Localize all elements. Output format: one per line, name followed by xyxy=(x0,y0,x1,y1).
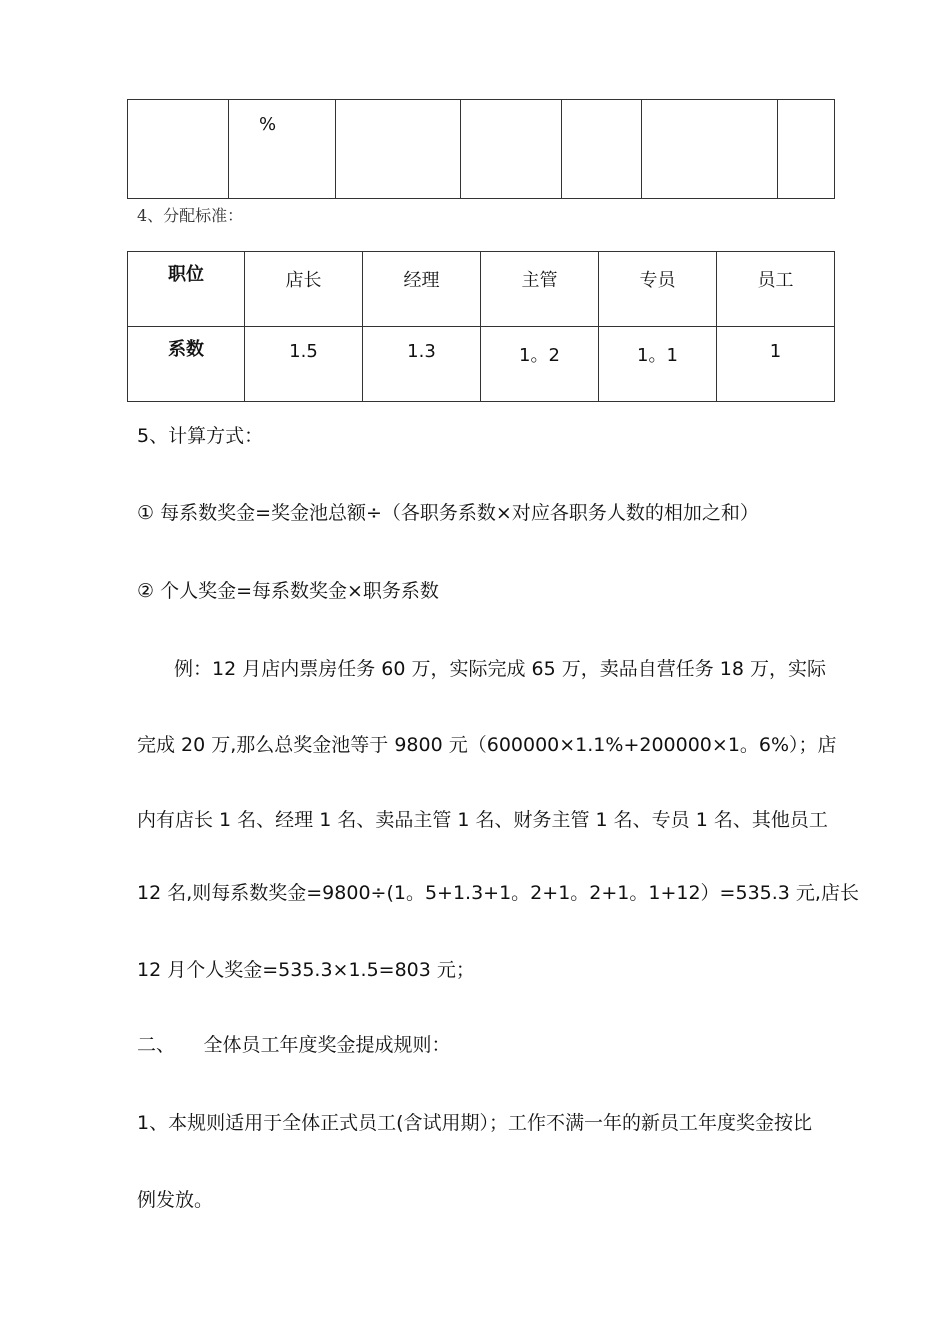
table-cell xyxy=(562,100,642,199)
formula-line: ① 每系数奖金=奖金池总额÷（各职务系数×对应各职务人数的相加之和） xyxy=(137,502,759,524)
section-heading: 二、 全体员工年度奖金提成规则： xyxy=(137,1034,451,1056)
paragraph-line: 12 月个人奖金=535.3×1.5=803 元； xyxy=(137,959,475,981)
table-cell xyxy=(642,100,778,199)
formula-line: ② 个人奖金=每系数奖金×职务系数 xyxy=(137,580,439,602)
table-row xyxy=(128,100,835,199)
table-cell: 1 xyxy=(717,327,835,402)
table-cell: 1。1 xyxy=(599,327,717,402)
table-cell: 1。2 xyxy=(481,327,599,402)
table-cell xyxy=(336,100,461,199)
table-row xyxy=(128,327,835,402)
table-header-cell: 专员 xyxy=(599,252,717,327)
paragraph-line: 例：12 月店内票房任务 60 万，实际完成 65 万，卖品自营任务 18 万，实际 xyxy=(174,658,826,680)
table-header-cell: 经理 xyxy=(363,252,481,327)
coefficient-table xyxy=(127,251,835,402)
paragraph-line: 例发放。 xyxy=(137,1189,214,1211)
paragraph-line: 完成 20 万,那么总奖金池等于 9800 元（600000×1.1%+200000×1。6%）；店 xyxy=(137,734,837,756)
table-cell: 1.5 xyxy=(245,327,363,402)
paragraph-line: 12 名,则每系数奖金=9800÷(1。5+1.3+1。2+1。2+1。1+12）=535.3 元,店长 xyxy=(137,882,859,904)
table-header-cell: 员工 xyxy=(717,252,835,327)
table-continued xyxy=(127,99,835,199)
table-row xyxy=(128,252,835,327)
paragraph-line: 内有店长 1 名、经理 1 名、卖品主管 1 名、财务主管 1 名、专员 1 名、其他员工 xyxy=(137,809,828,831)
table-header-cell: 职位 xyxy=(128,252,245,327)
paragraph-line: 1、本规则适用于全体正式员工(含试用期）；工作不满一年的新员工年度奖金按比 xyxy=(137,1112,813,1134)
table-cell: 系数 xyxy=(128,327,245,402)
table-cell xyxy=(128,100,229,199)
section-heading: 4、分配标准： xyxy=(137,206,244,225)
table-cell xyxy=(778,100,835,199)
table-cell xyxy=(461,100,562,199)
table-cell: 1.3 xyxy=(363,327,481,402)
table-header-cell: 店长 xyxy=(245,252,363,327)
percent-cell: % xyxy=(229,100,336,199)
table-header-cell: 主管 xyxy=(481,252,599,327)
section-heading: 5、计算方式： xyxy=(137,425,264,447)
